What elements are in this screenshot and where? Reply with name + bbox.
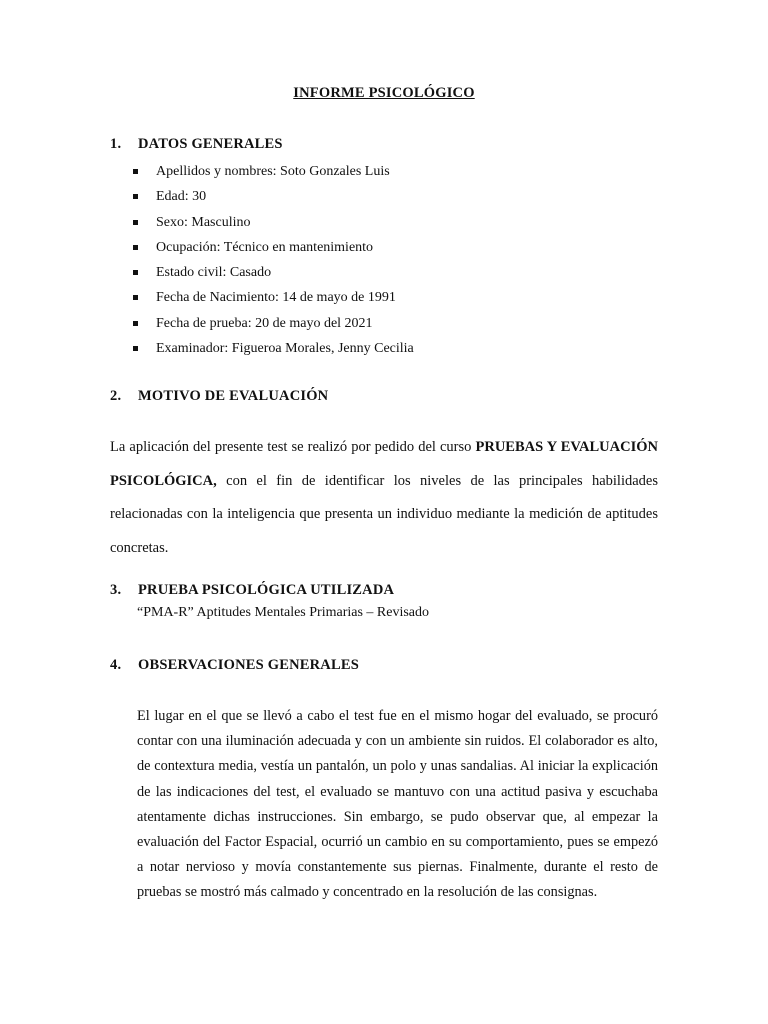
test-name: “PMA-R” Aptitudes Mentales Primarias – Revisado bbox=[137, 605, 430, 620]
bullet-square-icon bbox=[133, 220, 138, 225]
section-number: 3. bbox=[110, 582, 122, 598]
list-item: Sexo: Masculino bbox=[133, 210, 414, 235]
section-heading-motivo bbox=[110, 388, 328, 405]
general-data-list bbox=[133, 159, 414, 361]
list-item: Fecha de prueba: 20 de mayo del 2021 bbox=[133, 311, 414, 336]
document-title: INFORME PSICOLÓGICO bbox=[293, 85, 475, 101]
section-number: 4. bbox=[110, 657, 122, 673]
bullet-square-icon bbox=[133, 346, 138, 351]
list-item: Apellidos y nombres: Soto Gonzales Luis bbox=[133, 159, 414, 184]
bullet-square-icon bbox=[133, 321, 138, 326]
section-title: PRUEBA PSICOLÓGICA UTILIZADA bbox=[138, 582, 395, 598]
list-item: Examinador: Figueroa Morales, Jenny Cecilia bbox=[133, 336, 414, 361]
list-item: Fecha de Nacimiento: 14 de mayo de 1991 bbox=[133, 285, 414, 310]
course-name: PRUEBAS Y EVALUACIÓN PSICOLÓGICA, bbox=[110, 439, 658, 489]
section-title: MOTIVO DE EVALUACIÓN bbox=[138, 388, 329, 404]
list-item: Estado civil: Casado bbox=[133, 260, 414, 285]
bullet-square-icon bbox=[133, 295, 138, 300]
section-number: 2. bbox=[110, 388, 122, 404]
list-item: Edad: 30 bbox=[133, 184, 414, 209]
section-number: 1. bbox=[110, 136, 122, 152]
bullet-square-icon bbox=[133, 169, 138, 174]
section-title: DATOS GENERALES bbox=[138, 136, 283, 152]
bullet-square-icon bbox=[133, 270, 138, 275]
section-heading-datos-generales bbox=[110, 136, 283, 153]
bullet-square-icon bbox=[133, 194, 138, 199]
section-heading-prueba bbox=[110, 582, 394, 599]
motivo-paragraph: La aplicación del presente test se realizó por pedido del curso PRUEBAS Y EVALUACIÓN PSICOLÓGICA, con el fin de identificar los niveles de las principales habilidades relacionadas con la inteligencia que presenta un individuo mediante la medición de aptitudes concretas. bbox=[110, 439, 658, 556]
bullet-square-icon bbox=[133, 245, 138, 250]
observaciones-paragraph: El lugar en el que se llevó a cabo el test fue en el mismo hogar del evaluado, se procuró contar con una iluminación adecuada y con un ambiente sin ruidos. El colaborador es alto, de contextura media, vestía un pantalón, un polo y unas sandalias. Al iniciar la explicación de las indicaciones del test, el evaluado se mantuvo con una actitud pasiva y escuchaba atentamente dichas instrucciones. Sin embargo, se pudo observar que, al empezar la evaluación del Factor Espacial, ocurrió un cambio en su comportamiento, pues se empezó a notar nervioso y movía constantemente sus piernas. Finalmente, durante el resto de pruebas se mostró más calmado y concentrado en la resolución de las consignas. bbox=[137, 708, 658, 901]
section-title: OBSERVACIONES GENERALES bbox=[138, 657, 359, 673]
list-item: Ocupación: Técnico en mantenimiento bbox=[133, 235, 414, 260]
section-heading-observaciones bbox=[110, 657, 359, 674]
